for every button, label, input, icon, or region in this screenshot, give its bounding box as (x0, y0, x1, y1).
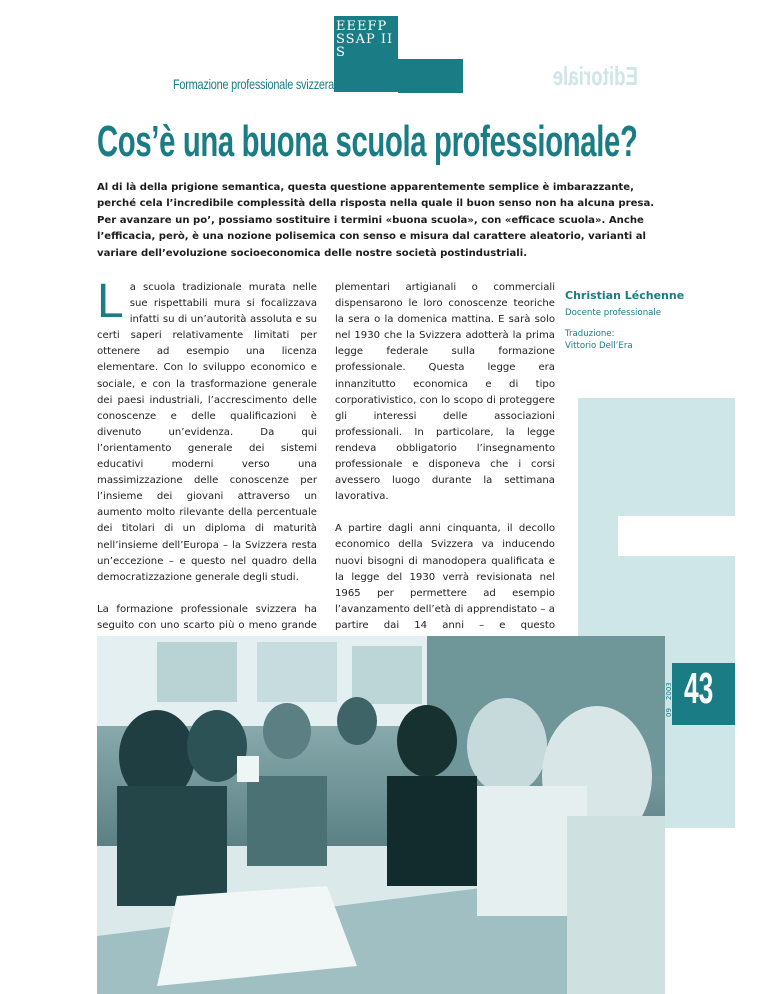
section-label: Formazione professionale svizzera (173, 76, 335, 92)
publication-logo (334, 16, 398, 92)
issue-year: 2003 (665, 682, 673, 701)
rubric-label: Editoriale (478, 61, 564, 91)
article-lead: Al di là della prigione semantica, questa questione apparentemente semplice è imbarazzante, perché cela l’incredibile complessità della risposta nella quale il buon senso non ha alcuna presa. Per avanzare un po’, possiamo sostituire i termini «buona scuola», con «efficace scuola». Anche l’efficacia, però, è una nozione polisemica con senso e misura dal carattere aleatorio, varianti al variare dell’evoluzione socioeconomica delle nostre società postindustriali. (97, 182, 655, 259)
paragraph-text: a scuola tradizionale murata nelle sue rispettabili mura si focalizzava infatti su di un’autorità assoluta e su certi saperi relativamente limitati per ottenere ad esempio una licenza elementare. Con lo sviluppo economico e sociale, e con la trasformazione generale dei paesi industriali, l’accrescimento delle conoscenze e delle qualificazioni è divenuto un’evidenza. Da qui l’orientamento generale dei sistemi educativi moderni verso una massimizzazione delle conoscenze per l’insieme dei giovani attraverso un aumento molto rilevante della percentuale dei titolari di un diploma di maturità nell’insieme dell’Europa – la Svizzera resta un’eccezione – e questo nel quadro della democratizzazione generale degli studi. (97, 282, 317, 583)
paragraph: A partire dagli anni cinquanta, il decollo economico della Svizzera va inducendo nuovi bisogni di manodopera qualificata e la legge del 1930 verrà revisionata nel 1965 per permettere ad esempio l’avanzamento dell’età di apprendistato – a partire dai 14 anni – e questo (335, 523, 555, 631)
paragraph (97, 275, 317, 586)
issue-info (665, 682, 673, 717)
classroom-illustration (97, 636, 665, 994)
letter-e-notch (618, 516, 735, 556)
classroom-photo (97, 636, 665, 994)
rubric-bar (398, 59, 463, 93)
drop-cap: L (97, 275, 124, 328)
paragraph: plementari artigianali o commerciali dispensarono le loro conoscenze teoriche la sera o la domenica mattina. E sarà solo nel 1930 che la Svizzera adotterà la prima legge federale sulla formazione professionale. Questa legge era innanzitutto economica e di tipo corporativistico, con lo scopo di proteggere gli interessi delle associazioni professionali. In particolare, la legge rendeva obbligatorio l’insegnamento professionale e disponeva che i corsi avessero luogo durante la settimana lavorativa. (335, 282, 555, 503)
rubric-mirror: Editoriale (552, 61, 638, 91)
translator-name: Vittorio Dell’Era (565, 341, 633, 351)
translator-credit (565, 328, 735, 352)
logo-letters: EEEFP SSAP IIS (336, 19, 394, 60)
issue-number: 09 (665, 708, 673, 717)
translation-label: Traduzione: (565, 329, 615, 339)
page-number: 43 (684, 664, 714, 713)
author-block (565, 289, 735, 352)
article-title: Cos’è una buona scuola professionale? (97, 117, 638, 166)
paragraph: La formazione professionale svizzera ha seguito con uno scarto più o meno grande (97, 603, 317, 631)
author-name: Christian Léchenne (565, 289, 685, 302)
author-role: Docente professionale (565, 308, 662, 318)
